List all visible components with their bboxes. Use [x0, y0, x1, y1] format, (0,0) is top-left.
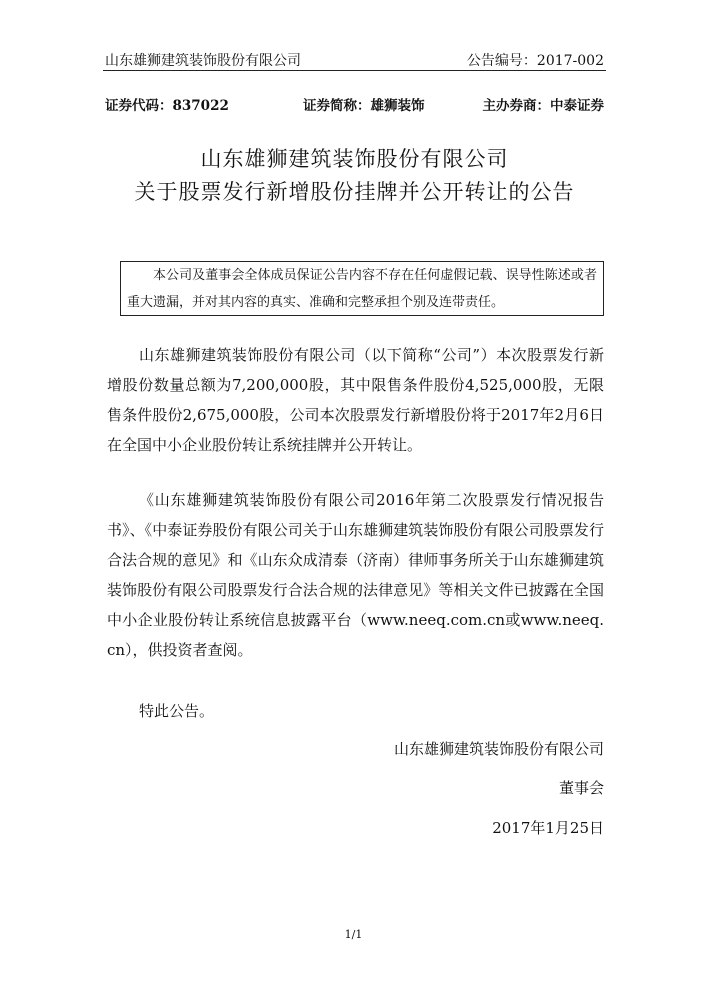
page-header: [103, 48, 606, 71]
signature-board: 董事会: [558, 779, 604, 797]
document-title-line1: 山东雄狮建筑装饰股份有限公司: [200, 147, 509, 171]
securities-code: 证券代码：837022: [105, 98, 229, 114]
announcement-number: 公告编号：2017-002: [466, 53, 604, 69]
sponsoring-broker: 主办券商：中泰证券: [482, 98, 604, 114]
securities-info: [103, 94, 606, 114]
header-company-name: 山东雄狮建筑装饰股份有限公司: [105, 53, 301, 69]
page-number: 1/1: [344, 928, 363, 941]
body-paragraph-2: 《山东雄狮建筑装饰股份有限公司2016年第二次股票发行情况报告书》、《中泰证券股份有限公司关于山东雄狮建筑装饰股份有限公司股票发行合法合规的意见》和《山东众成清泰（济南）律师事务所关于山东雄狮建筑装饰股份有限公司股票发行合法合规的法律意见》等相关文件已披露在全国中小企业股份转让系统信息披露平台（www.neeq.com.cn或www.neeq.cn），供投资者查阅。: [107, 491, 604, 659]
body-paragraph-1: 山东雄狮建筑装饰股份有限公司（以下简称“公司”）本次股票发行新增股份数量总额为7,200,000股，其中限售条件股份4,525,000股，无限售条件股份2,675,000股，公司本次股票发行新增股份将于2017年2月6日在全国中小企业股份转让系统挂牌并公开转让。: [107, 346, 604, 454]
signature-company: 山东雄狮建筑装饰股份有限公司: [393, 740, 604, 758]
signature-date: 2017年1月25日: [492, 819, 604, 837]
document-title-line2: 关于股票发行新增股份挂牌并公开转让的公告: [134, 180, 575, 204]
securities-abbreviation: 证券简称：雄狮装饰: [303, 98, 425, 114]
closing-statement: 特此公告。: [139, 702, 215, 720]
responsibility-notice-box: 本公司及董事会全体成员保证公告内容不存在任何虚假记载、误导性陈述或者重大遗漏，并对其内容的真实、准确和完整承担个别及连带责任。: [120, 261, 604, 316]
